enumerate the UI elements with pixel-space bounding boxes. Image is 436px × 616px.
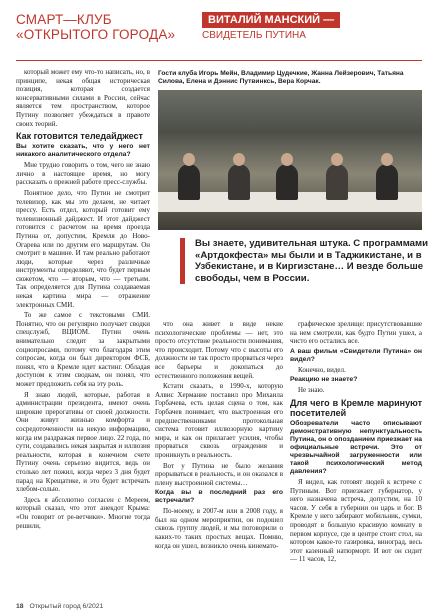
page-number: 18 (16, 603, 24, 610)
paragraph: Мне трудно говорить о том, чего не знаю лично в настоящее время, но могу рассказать о прежней работе пресс-службы. (16, 161, 150, 187)
paragraph: По-моему, в 2007-м или в 2008 году, я был на одном мероприятии, он подошел сквозь группу людей, и мы поговорили о каких-то таких простых вещах. Помню, когда он ушел, возникло очень кинемато- (155, 507, 283, 550)
paragraph: что она живет в виде некие психологические проблемы — нет, это просто отсутствие реальности понимания, что происходит. Потому что с высоты его должности не так просто прорваться через все барьеры и докопаться до естественного положения вещей. (155, 320, 283, 380)
guest-role: СВИДЕТЕЛЬ ПУТИНА (202, 30, 306, 41)
guest-name-badge: ВИТАЛИЙ МАНСКИЙ — (202, 12, 340, 28)
header-rule (16, 60, 422, 61)
photo-caption: Гости клуба Игорь Мейн, Владимир Цудечкие, Жанна Лейзерович, Татьяна Силова, Елена и Дэннис Путвинксь, Вера Корчак. (158, 70, 404, 85)
event-photo (158, 90, 422, 230)
publication-source: Открытый город 6/2021 (29, 603, 104, 610)
photo-person (228, 164, 250, 200)
paragraph: Конечно, видел. (298, 365, 346, 374)
paragraph: Вот у Путина не было желания прорываться в реальность, и он оказался в плену выстроенной системы… (155, 461, 283, 487)
paragraph: который может ему что-то написать, но, в принципе, некая общая историческая позиция, которая создается консервативными силами в России, сейчас является тем пространством, которое Путину позволяет убеждаться в правоте своих теорий. (16, 68, 150, 128)
interview-question: Обозреватели часто описывают демонстративную непунктуальность Путина, он о опозданием приезжает на официальные встречи. Это от чрезвычайной загруженности или такой психологический метод давления? (290, 419, 422, 475)
photo-person (376, 164, 398, 200)
page-header (16, 12, 422, 70)
text-column-middle (155, 320, 283, 552)
text-column-right (290, 320, 422, 566)
paragraph: То же самое с текстовыми СМИ. Понятно, что он регулярно получает сводки спецслужб, ВЦИОМ. Путин очень внимательно следит за закрытыми социопросами, потому что благодаря этим сопросам, когда он был директором ФСБ, понял, что в Кремле идет кастинг. Обладая доступом к этим сводкам, он понял, что может предложить себя на эту роль. (16, 311, 150, 388)
club-title (16, 12, 196, 42)
page-footer (16, 603, 103, 610)
photo-person (326, 164, 348, 200)
pull-quote: Вы знаете, удивительная штука. С программами «Артдокфеста» мы были и в Таджикистане, и в Узбекистане, и в Киргизстане… И везде больше свободы, чем в России. (180, 238, 433, 284)
photo-person-head (331, 153, 343, 166)
photo-person-head (233, 153, 245, 166)
paragraph: Не знаю. (298, 386, 325, 395)
interview-question: Реакцию не знаете? (290, 376, 358, 384)
paragraph: Я знаю людей, которые, работая в администрации президента, имеют очень широкие прерогативы от своей должности. Они живут жизнью комфорта и сосредоточенности на некую информацию, когда им раздражая первое лицо. 22 года, по сути, создавались некая закрытая и иллюзия реальности, которая в конечном счете Путину очень серьезно видится, ведь он столько лет пожил, когда через 3 дня будет парад на Крещатике, и это будет встречать хлебом-солью. (16, 390, 150, 494)
photo-person (178, 164, 200, 200)
interview-question: Когда вы в последний раз его встречали? (155, 489, 283, 505)
club-title-line1: СМАРТ—КЛУБ (16, 12, 112, 27)
photo-person-head (183, 153, 195, 166)
paragraph: Я видел, как готовят людей к встрече с Путиным. Вот приезжает губернатор, у него назначена встреча, допустим, на 10 часов. У себя в губернии он царь и бог. В Кремле у него забирают мобильник, сумки, проводят в большую красивую комнату в первом корпусе, где в центре стоит стол, на котором какое-то газировка, виноград, весь этот казенный натюрморт. И вот он сидит — 11 часов, 12, (290, 477, 422, 564)
club-title-line2: «ОТКРЫТОГО ГОРОДА» (16, 27, 176, 42)
photo-person-head (281, 153, 293, 166)
photo-person (276, 164, 298, 200)
paragraph: Здесь я абсолютно согласен с Мереем, который сказал, что этот анекдот Крыма: «Он говорит от ре-ветчики». Многие тогда решили, (16, 495, 150, 530)
text-column-left (16, 68, 150, 532)
interview-question: Вы хотите сказать, что у него нет никакого аналитического отдела? (16, 143, 150, 159)
photo-person-head (381, 153, 393, 166)
section-heading: Для чего в Кремле маринуют посетителей (290, 397, 422, 418)
paragraph: графическое зрелище: присутствовавшие на нем смотрели, как будто Путин ушел, а чисто его остались все. (290, 320, 422, 346)
section-heading: Как готовится теледайджест (16, 131, 143, 142)
interview-question: А ваш фильм «Свидетели Путина» он видел? (290, 347, 422, 363)
paragraph: Понятное дело, что Путин не смотрит телевизор, как мы это делаем, не читает прессу. Есть отдел, который готовит ему телевизионный дайджест. И этот дайджест готовится с расчетом на время проезда Путина от, допустим, Кремля до Ново-Огарева или по другим его маршрутам. Он смотрит в машине. И там реально работают люди, которые через различные инструменты определяют, что будет первым сюжетом, что — вторым, что — третьим. Так определяется для Путина создаваемая некая картина мира — отражение электронных СМИ. (16, 188, 150, 309)
paragraph: Кстати сказать, в 1990-х, которую Алвис Хермание поставил про Михаила Горбачева, есть целая сцена о том, как Горбачев понимает, что выстроенная его предшественниками протокольная система готовит иллюзорную картину мира, и как он прилагает усилия, чтобы прорваться сквозь ограждения и проникнуть в реальность. (155, 382, 283, 459)
